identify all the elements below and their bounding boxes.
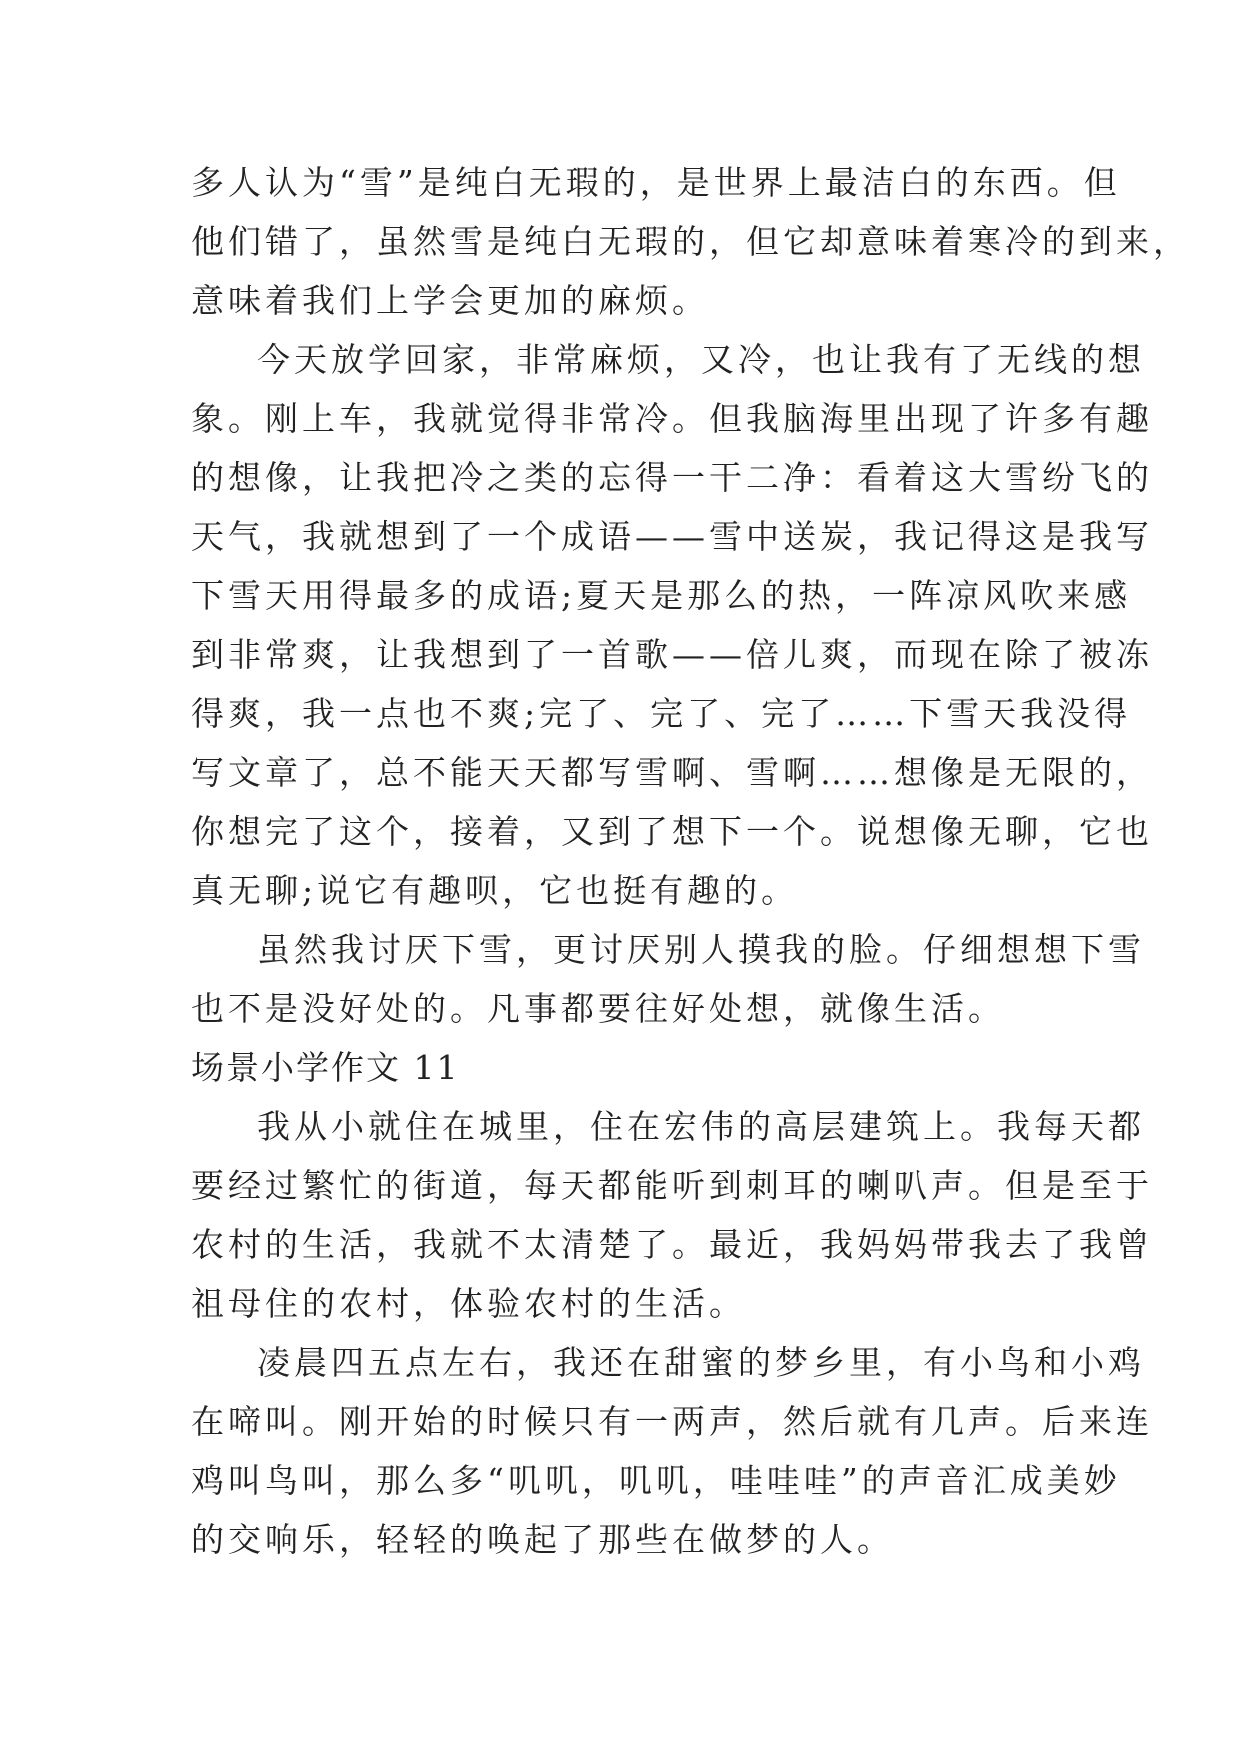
text-line: 天气，我就想到了一个成语——雪中送炭，我记得这是我写	[191, 517, 1153, 556]
text-line: 意味着我们上学会更加的麻烦。	[191, 281, 709, 320]
text-line: 鸡叫鸟叫，那么多“叽叽，叽叽，哇哇哇”的声音汇成美妙	[191, 1461, 1121, 1500]
text-line: 我从小就住在城里，住在宏伟的高层建筑上。我每天都	[257, 1107, 1145, 1146]
section-heading: 场景小学作文 11	[191, 1048, 460, 1087]
text-line: 要经过繁忙的街道，每天都能听到刺耳的喇叭声。但是至于	[191, 1166, 1153, 1205]
text-line: 的想像，让我把冷之类的忘得一干二净：看着这大雪纷飞的	[191, 458, 1153, 497]
text-line: 凌晨四五点左右，我还在甜蜜的梦乡里，有小鸟和小鸡	[257, 1343, 1145, 1382]
text-line: 到非常爽，让我想到了一首歌——倍儿爽，而现在除了被冻	[191, 635, 1153, 674]
text-line: 多人认为“雪”是纯白无瑕的，是世界上最洁白的东西。但	[191, 163, 1121, 202]
text-line: 农村的生活，我就不太清楚了。最近，我妈妈带我去了我曾	[191, 1225, 1153, 1264]
text-line: 今天放学回家，非常麻烦，又冷，也让我有了无线的想	[257, 340, 1145, 379]
text-line: 也不是没好处的。凡事都要往好处想，就像生活。	[191, 989, 1005, 1028]
text-line: 象。刚上车，我就觉得非常冷。但我脑海里出现了许多有趣	[191, 399, 1153, 438]
document-body	[191, 153, 1190, 1569]
text-line: 虽然我讨厌下雪，更讨厌别人摸我的脸。仔细想想下雪	[257, 930, 1145, 969]
text-line: 在啼叫。刚开始的时候只有一两声，然后就有几声。后来连	[191, 1402, 1153, 1441]
text-line: 下雪天用得最多的成语;夏天是那么的热，一阵凉风吹来感	[191, 576, 1132, 615]
text-line: 你想完了这个，接着，又到了想下一个。说想像无聊，它也	[191, 812, 1153, 851]
text-line: 祖母住的农村，体验农村的生活。	[191, 1284, 746, 1323]
text-line: 他们错了，虽然雪是纯白无瑕的，但它却意味着寒冷的到来，	[191, 222, 1190, 261]
text-line: 写文章了，总不能天天都写雪啊、雪啊……想像是无限的，	[191, 753, 1153, 792]
text-line: 得爽，我一点也不爽;完了、完了、完了……下雪天我没得	[191, 694, 1132, 733]
text-line: 真无聊;说它有趣呗，它也挺有趣的。	[191, 871, 799, 910]
text-line: 的交响乐，轻轻的唤起了那些在做梦的人。	[191, 1520, 894, 1559]
